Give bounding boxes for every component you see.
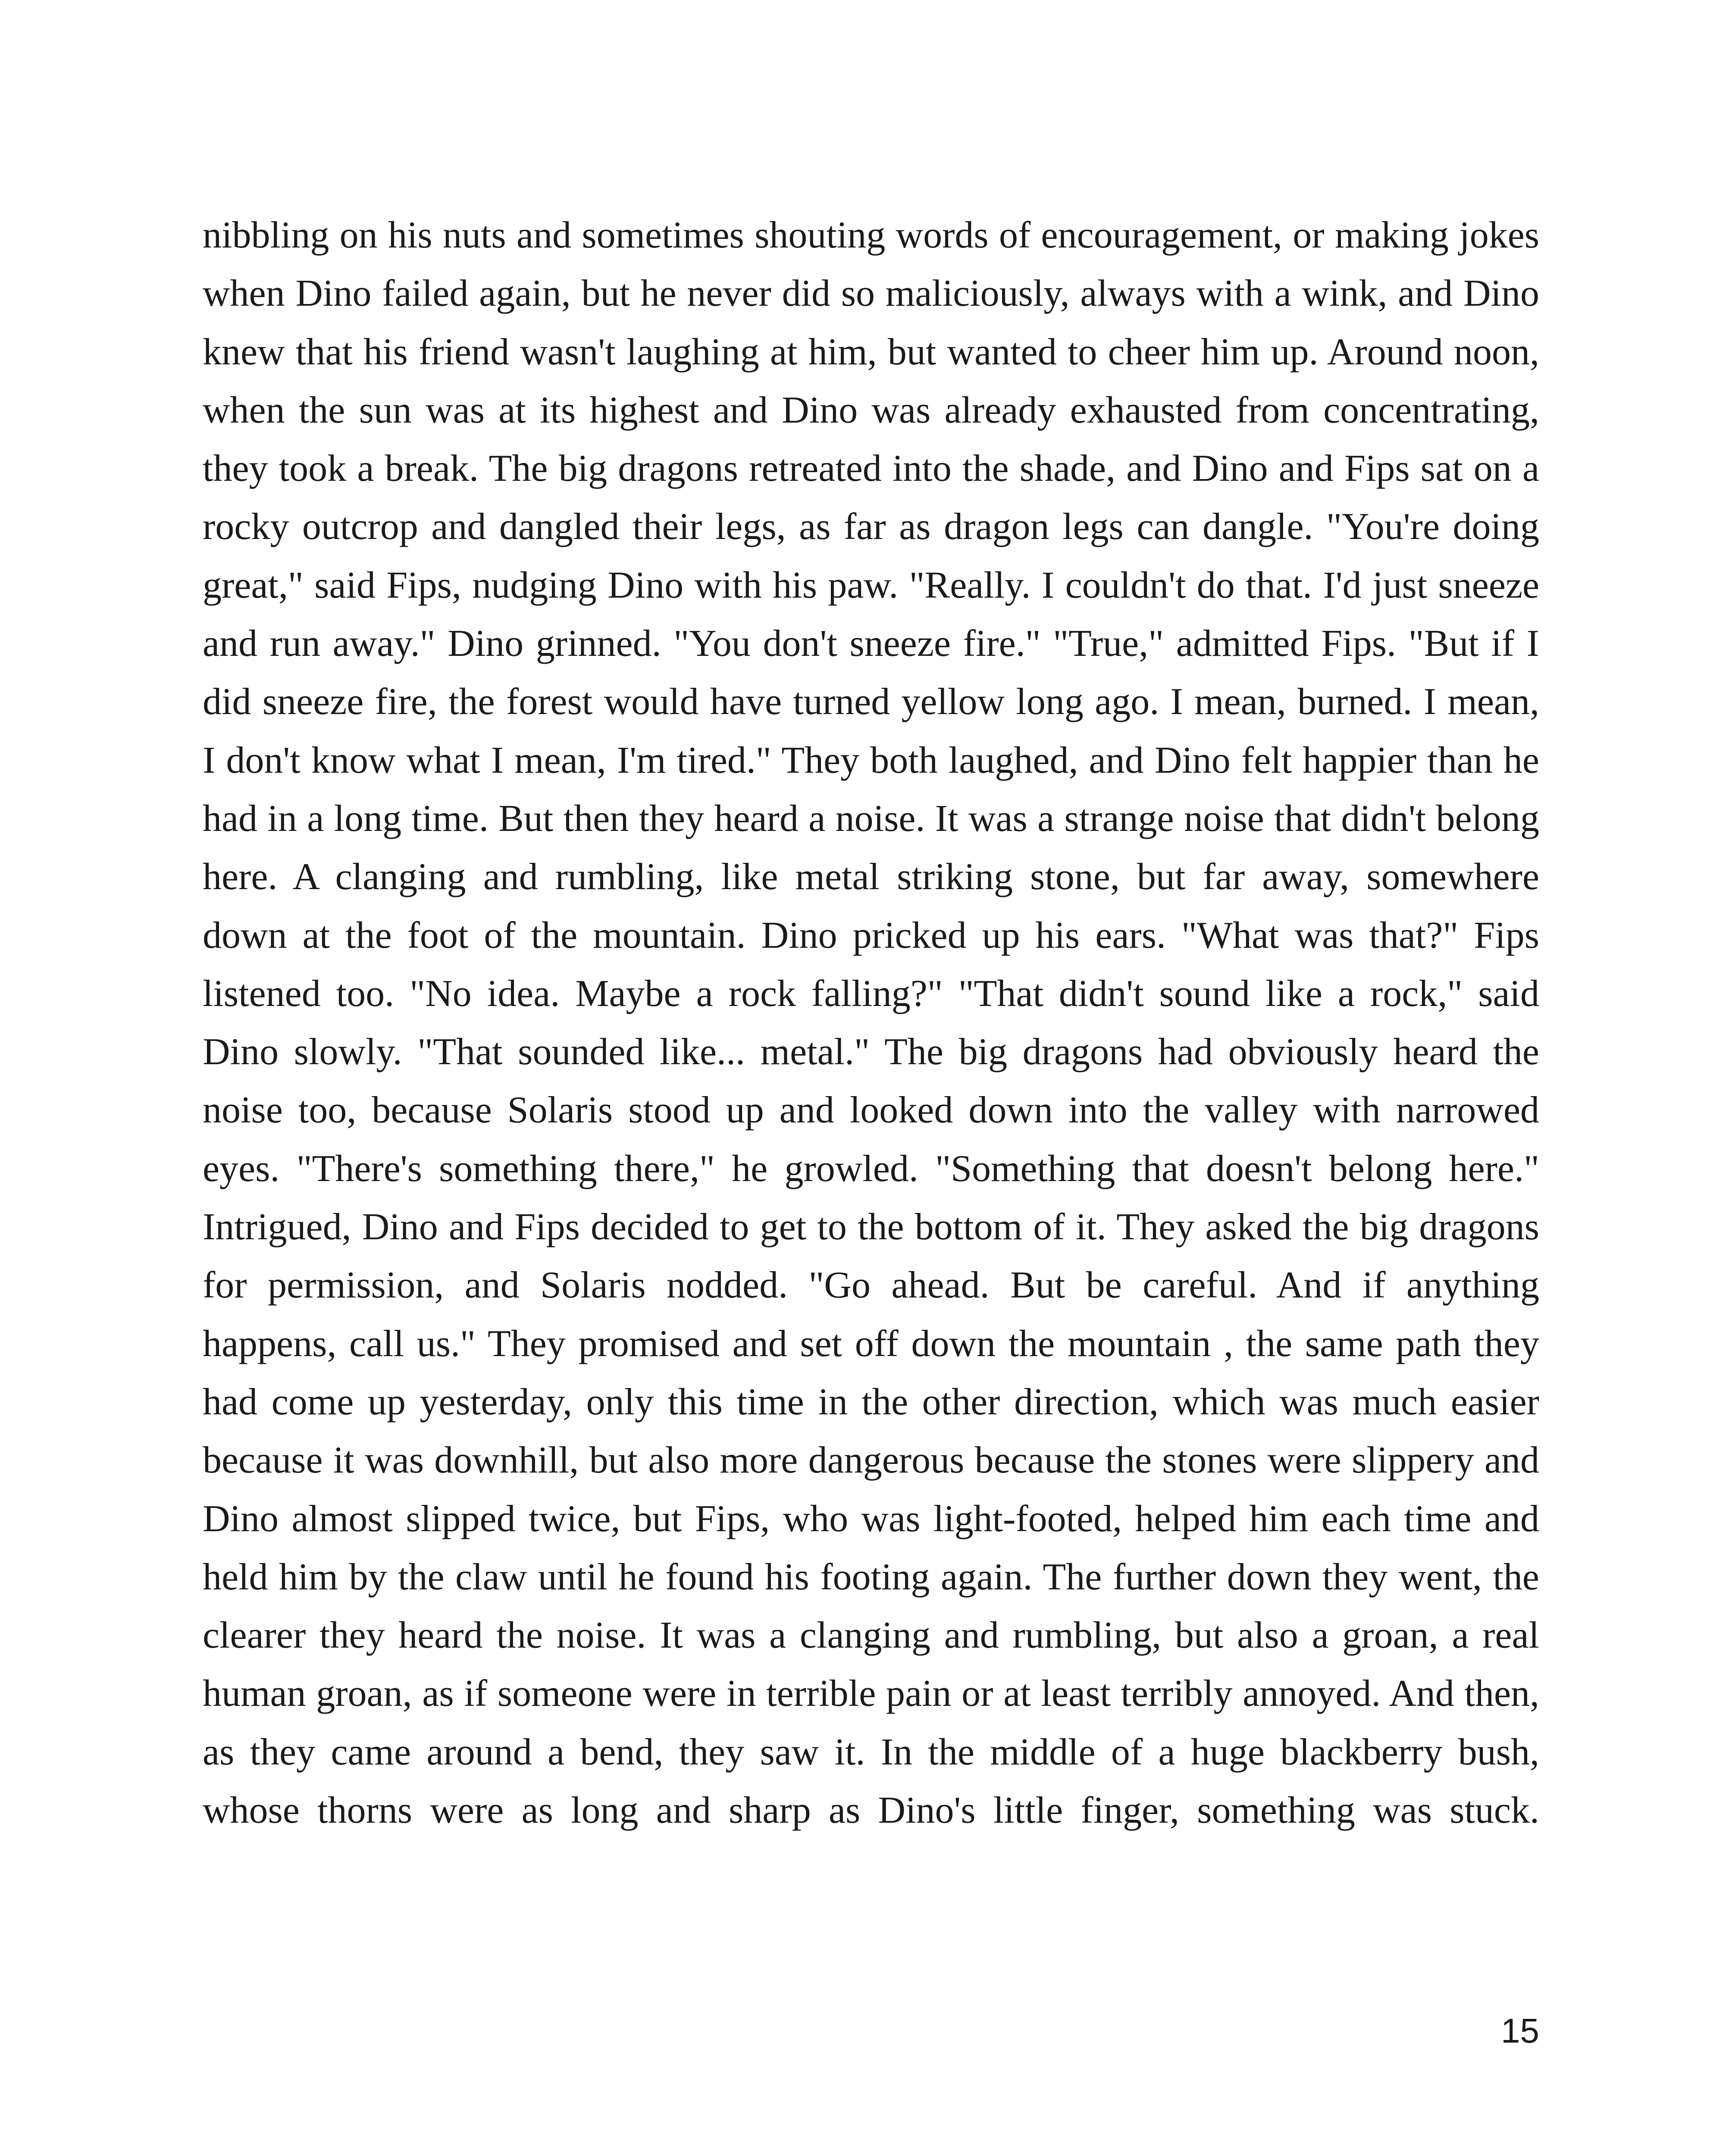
page-number: 15 (1501, 2012, 1539, 2050)
body-paragraph: nibbling on his nuts and sometimes shouting words of encouragement, or making jokes when Dino failed again, but he never did so maliciously, always with a wink, and Dino knew that his friend wasn't laughing at him, but wanted to cheer him up. Around noon, when the sun was at its highest and Dino was already exhausted from concentrating, they took a break. The big dragons retreated into the shade, and Dino and Fips sat on a rocky outcrop and dangled their legs, as far as dragon legs can dangle. "You're doing great," said Fips, nudging Dino with his paw. "Really. I couldn't do that. I'd just sneeze and run away." Dino grinned. "You don't sneeze fire." "True," admitted Fips. "But if I did sneeze fire, the forest would have turned yellow long ago. I mean, burned. I mean, I don't know what I mean, I'm tired." They both laughed, and Dino felt happier than he had in a long time. But then they heard a noise. It was a strange noise that didn't belong here. A clanging and rumbling, like metal striking stone, but far away, somewhere down at the foot of the mountain. Dino pricked up his ears. "What was that?" Fips listened too. "No idea. Maybe a rock falling?" "That didn't sound like a rock," said Dino slowly. "That sounded like... metal." The big dragons had obviously heard the noise too, because Solaris stood up and looked down into the valley with narrowed eyes. "There's something there," he growled. "Something that doesn't belong here." Intrigued, Dino and Fips decided to get to the bottom of it. They asked the big dragons for permission, and Solaris nodded. "Go ahead. But be careful. And if anything happens, call us." They promised and set off down the mountain , the same path they had come up yesterday, only this time in the other direction, which was much easier because it was downhill, but also more dangerous because the stones were slippery and Dino almost slipped twice, but Fips, who was light-footed, helped him each time and held him by the claw until he found his footing again. The further down they went, the clearer they heard the noise. It was a clanging and rumbling, but also a groan, a real human groan, as if someone were in terrible pain or at least terribly annoyed. And then, as they came around a bend, they saw it. In the middle of a huge blackberry bush, whose thorns were as long and sharp as Dino's little finger, something was stuck. (203, 214, 1539, 1832)
